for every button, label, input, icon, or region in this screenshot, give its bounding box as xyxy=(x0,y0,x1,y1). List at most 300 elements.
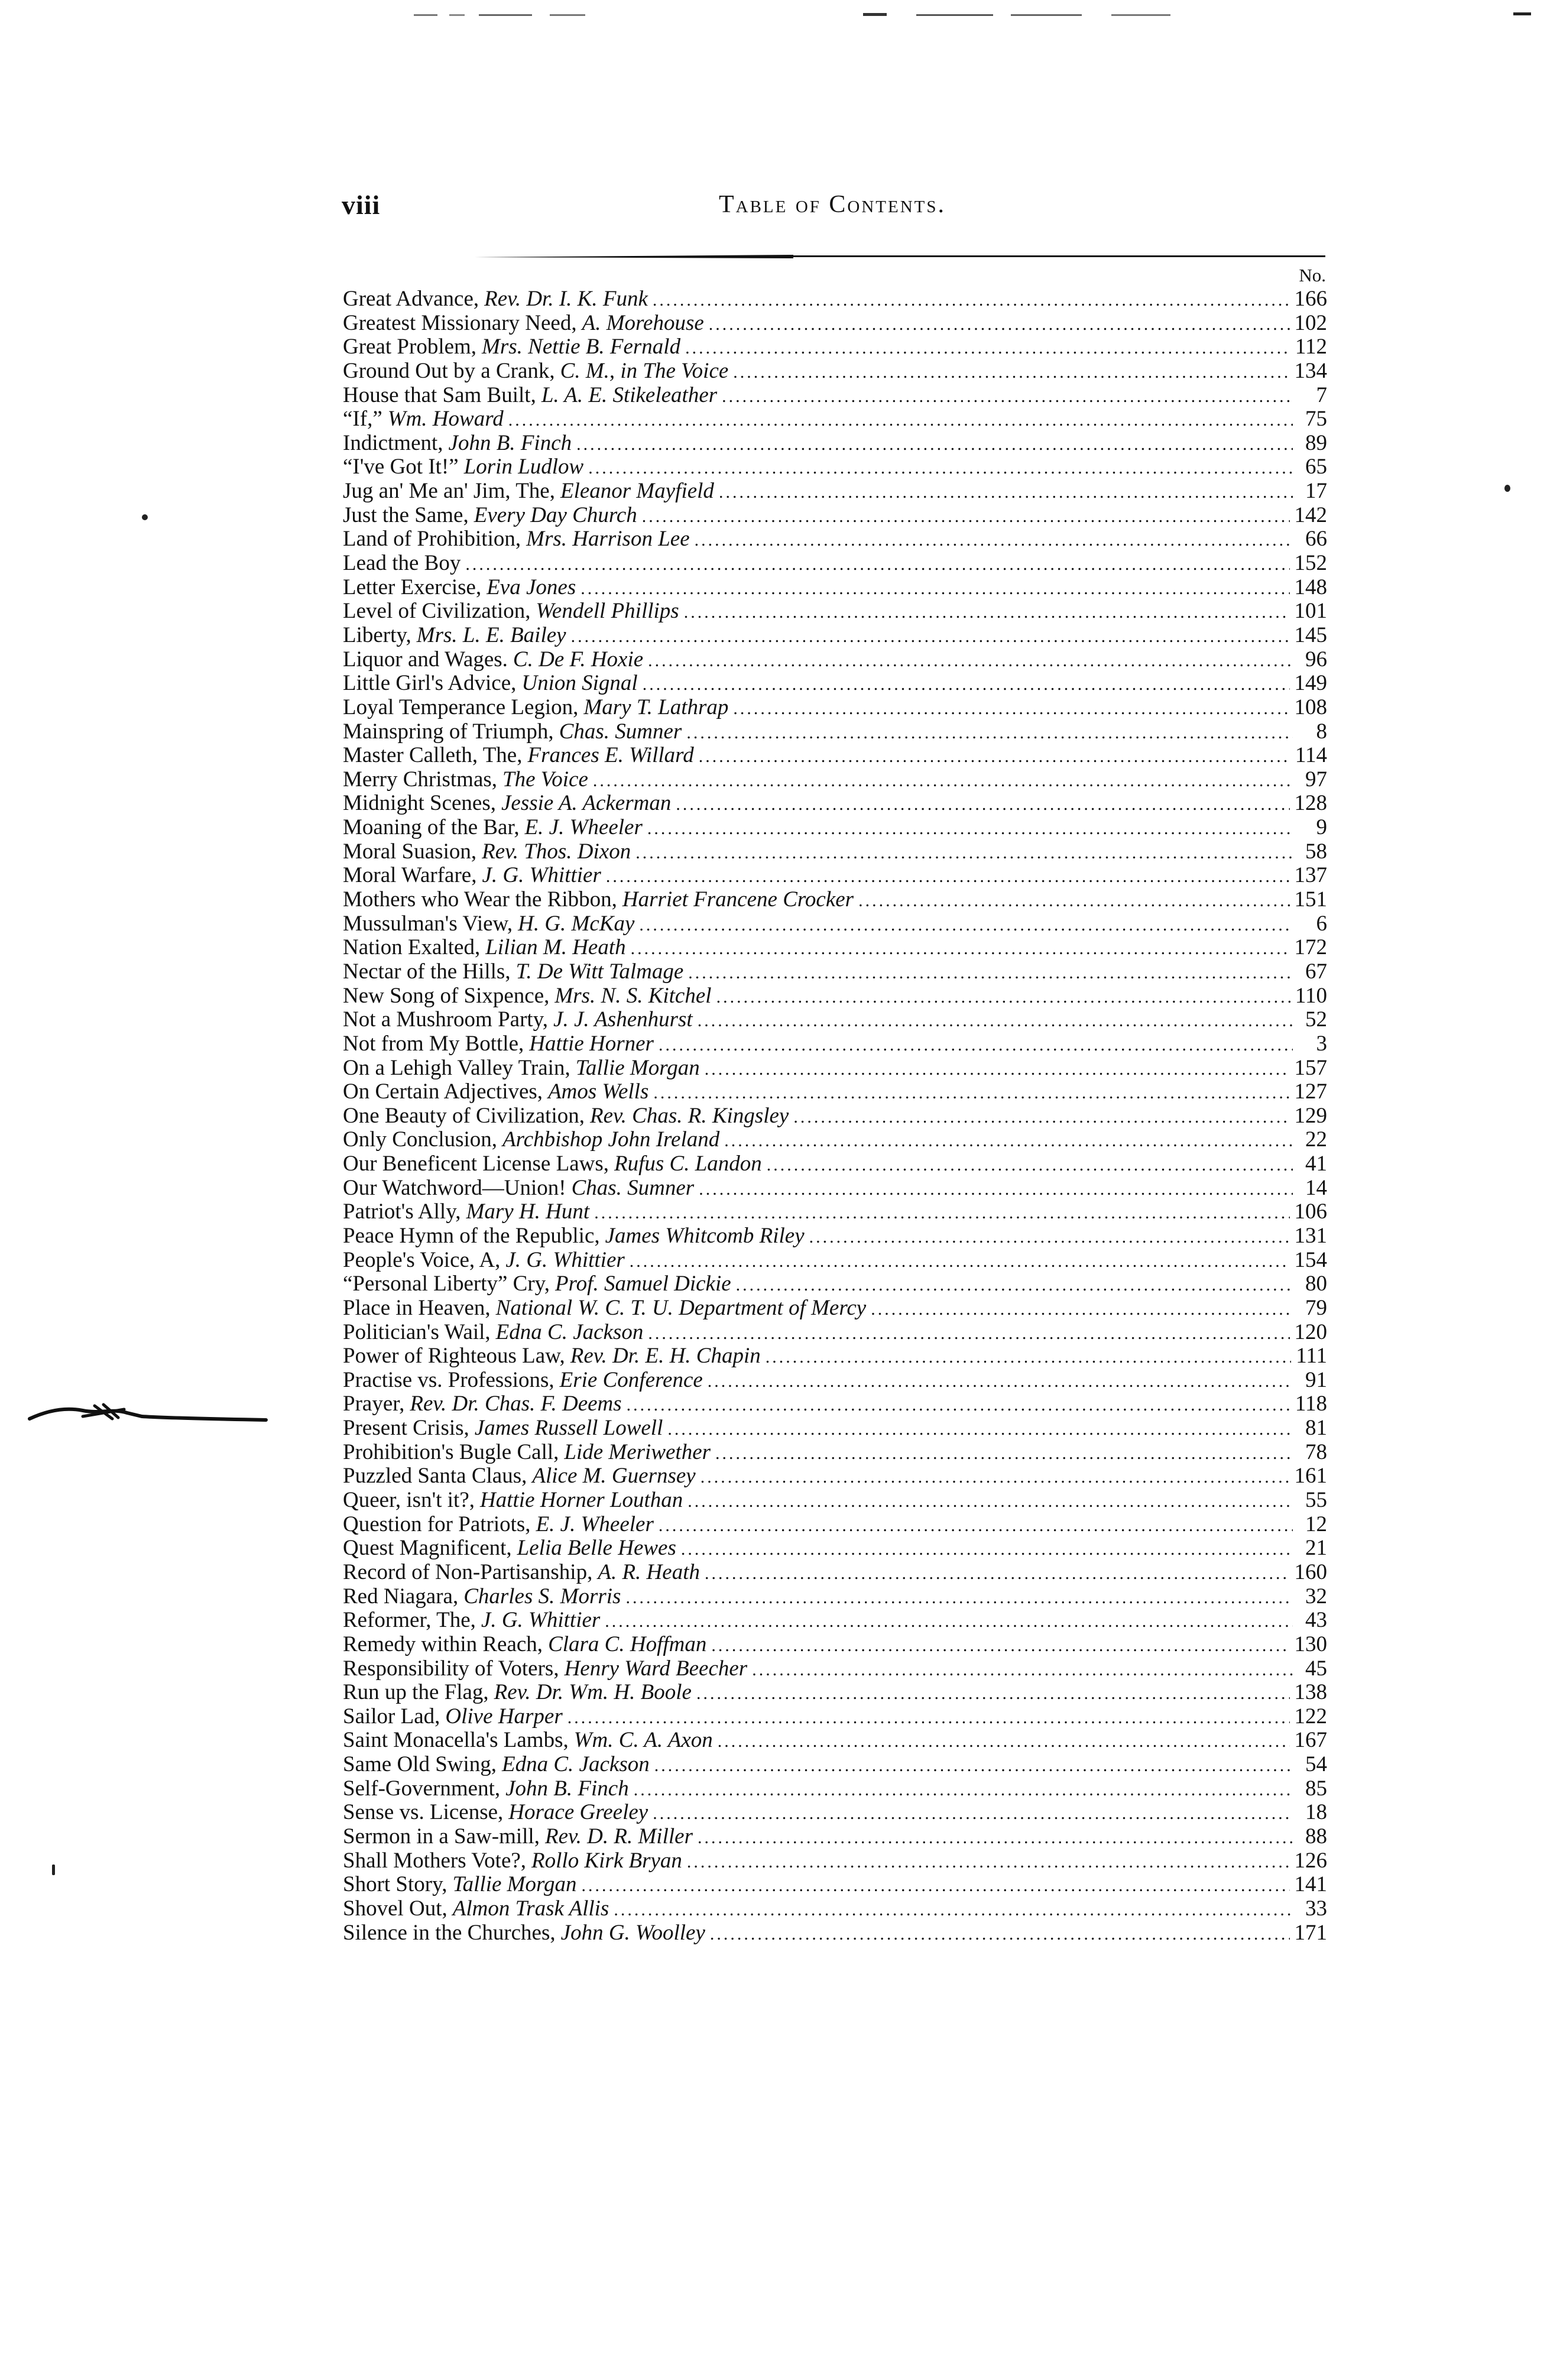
toc-entry xyxy=(343,1392,1327,1416)
entry-author: Clara C. Hoffman xyxy=(548,1632,707,1656)
dot-leader xyxy=(647,817,1293,840)
entry-title: Little Girl's Advice, xyxy=(343,672,517,696)
entry-number: 97 xyxy=(1305,767,1327,792)
toc-entry xyxy=(343,864,1327,888)
entry-title: Prohibition's Bugle Call, xyxy=(343,1440,559,1464)
dot-leader xyxy=(580,577,1289,600)
entry-number: 122 xyxy=(1294,1704,1327,1729)
entry-number: 96 xyxy=(1305,647,1327,672)
entry-number: 22 xyxy=(1305,1128,1327,1152)
entry-number: 171 xyxy=(1294,1921,1327,1945)
entry-number: 126 xyxy=(1294,1849,1327,1873)
toc-entry xyxy=(343,1513,1327,1537)
entry-title: Master Calleth, The, xyxy=(343,744,523,768)
toc-entry xyxy=(343,840,1327,864)
entry-title: Land of Prohibition, xyxy=(343,527,521,552)
entry-number: 131 xyxy=(1294,1224,1327,1248)
entry-author: Henry Ward Beecher xyxy=(564,1656,748,1681)
entry-number: 160 xyxy=(1294,1560,1327,1584)
entry-author: Rev. Thos. Dixon xyxy=(482,839,631,864)
entry-author: Alice M. Guernsey xyxy=(532,1464,696,1489)
entry-title: Sermon in a Saw-mill, xyxy=(343,1825,540,1849)
dot-leader xyxy=(648,1322,1289,1345)
entry-author: J. G. Whittier xyxy=(482,864,601,888)
toc-entry xyxy=(343,624,1327,648)
entry-title: Mainspring of Triumph, xyxy=(343,719,554,744)
entry-author: Erie Conference xyxy=(559,1368,703,1392)
entry-title: Practise vs. Professions, xyxy=(343,1368,554,1392)
entry-author: Wendell Phillips xyxy=(536,599,679,624)
entry-author: Eleanor Mayfield xyxy=(560,479,714,504)
entry-title: Just the Same, xyxy=(343,503,469,527)
entry-author: John G. Woolley xyxy=(560,1921,705,1945)
entry-number: 161 xyxy=(1294,1464,1327,1489)
entry-number: 54 xyxy=(1305,1753,1327,1777)
entry-number: 129 xyxy=(1294,1104,1327,1128)
entry-number: 154 xyxy=(1294,1248,1327,1272)
dot-leader xyxy=(687,1490,1293,1513)
entry-author: Tallie Morgan xyxy=(575,1056,700,1080)
entry-author: James Russell Lowell xyxy=(474,1416,663,1441)
entry-title: Our Beneficent License Laws, xyxy=(343,1152,609,1176)
dot-leader xyxy=(715,1442,1293,1465)
entry-title: Self-Government, xyxy=(343,1776,501,1801)
entry-author: C. M., in The Voice xyxy=(560,359,729,383)
entry-author: The Voice xyxy=(502,767,588,792)
entry-author: T. De Witt Talmage xyxy=(515,959,684,984)
dot-leader xyxy=(718,1730,1290,1753)
entry-author: Horace Greeley xyxy=(508,1801,648,1825)
toc-entry xyxy=(343,672,1327,696)
dot-leader xyxy=(653,1081,1289,1104)
entry-author: National W. C. T. U. Department of Mercy xyxy=(495,1296,867,1320)
entry-author: A. R. Heath xyxy=(598,1560,700,1584)
dot-leader xyxy=(681,1538,1293,1561)
entry-title: Question for Patriots, xyxy=(343,1512,531,1536)
dot-leader xyxy=(593,769,1293,792)
entry-author: Chas. Sumner xyxy=(571,1176,695,1200)
entry-title: Sailor Lad, xyxy=(343,1704,440,1729)
toc-entry xyxy=(343,1416,1327,1441)
entry-title: One Beauty of Civilization, xyxy=(343,1104,585,1128)
entry-author: Lelia Belle Hewes xyxy=(517,1536,676,1561)
toc-entry xyxy=(343,1056,1327,1081)
entry-number: 6 xyxy=(1316,912,1327,936)
dot-leader xyxy=(659,1514,1293,1537)
page-header xyxy=(342,189,1323,236)
entry-number: 7 xyxy=(1316,383,1327,407)
toc-entry xyxy=(343,335,1327,359)
toc-entry xyxy=(343,1633,1327,1657)
entry-author: Tallie Morgan xyxy=(452,1873,577,1897)
entry-number: 89 xyxy=(1305,431,1327,455)
entry-number: 75 xyxy=(1305,407,1327,432)
toc-entry xyxy=(343,1104,1327,1129)
entry-number: 33 xyxy=(1305,1896,1327,1921)
entry-title: Same Old Swing, xyxy=(343,1753,497,1777)
entry-title: Queer, isn't it?, xyxy=(343,1489,475,1513)
entry-number: 91 xyxy=(1305,1368,1327,1392)
entry-title: Liberty, xyxy=(343,623,411,647)
entry-author: Edna C. Jackson xyxy=(495,1320,644,1344)
entry-number: 172 xyxy=(1294,936,1327,960)
entry-author: Rollo Kirk Bryan xyxy=(531,1849,682,1873)
toc-entry xyxy=(343,1729,1327,1753)
entry-author: H. G. McKay xyxy=(518,912,635,936)
toc-entry xyxy=(343,504,1327,528)
entry-title: Mussulman's View, xyxy=(343,912,513,936)
entry-author: L. A. E. Stikeleather xyxy=(541,383,718,407)
entry-title: Not a Mushroom Party, xyxy=(343,1008,549,1032)
entry-title: Present Crisis, xyxy=(343,1416,469,1441)
dot-leader xyxy=(699,1178,1293,1201)
dot-leader xyxy=(639,913,1293,936)
entry-author: Rev. Dr. E. H. Chapin xyxy=(570,1344,761,1369)
entry-author: Lide Meriwether xyxy=(564,1440,711,1464)
entry-author: John B. Finch xyxy=(448,431,572,455)
toc-entry xyxy=(343,1825,1327,1849)
entry-number: 45 xyxy=(1305,1656,1327,1681)
dot-leader xyxy=(576,433,1293,456)
entry-title: On a Lehigh Valley Train, xyxy=(343,1056,570,1080)
entry-number: 12 xyxy=(1305,1512,1327,1536)
entry-number: 3 xyxy=(1316,1032,1327,1056)
dot-leader xyxy=(686,721,1293,744)
entry-title: Greatest Missionary Need, xyxy=(343,311,577,335)
entry-title: Puzzled Santa Claus, xyxy=(343,1464,527,1489)
dot-leader xyxy=(571,625,1290,648)
entry-title: Saint Monacella's Lambs, xyxy=(343,1729,569,1753)
dot-leader xyxy=(705,1562,1290,1585)
entry-number: 80 xyxy=(1305,1272,1327,1296)
entry-author: J. G. Whittier xyxy=(505,1248,625,1272)
entry-title: Moral Suasion, xyxy=(343,839,477,864)
dot-leader xyxy=(635,841,1293,864)
toc-entry xyxy=(343,648,1327,672)
entry-author: Lilian M. Heath xyxy=(485,936,626,960)
entry-number: 108 xyxy=(1294,695,1327,719)
toc-entry xyxy=(343,888,1327,912)
dot-leader xyxy=(698,1009,1293,1032)
entry-author: Wm. Howard xyxy=(387,407,504,432)
dot-leader xyxy=(871,1298,1293,1321)
entry-author: Jessie A. Ackerman xyxy=(501,792,672,816)
entry-title: Indictment, xyxy=(343,431,443,455)
entry-title: People's Voice, A, xyxy=(343,1248,501,1272)
dot-leader xyxy=(567,1706,1290,1729)
entry-number: 9 xyxy=(1316,816,1327,840)
entry-number: 88 xyxy=(1305,1825,1327,1849)
entry-author: Harriet Francene Crocker xyxy=(622,888,854,912)
entry-number: 32 xyxy=(1305,1584,1327,1609)
entry-author: Rufus C. Landon xyxy=(614,1152,762,1176)
entry-title: Run up the Flag, xyxy=(343,1681,489,1705)
entry-author: James Whitcomb Riley xyxy=(605,1224,805,1248)
toc-entry xyxy=(343,960,1327,984)
dot-leader xyxy=(654,1754,1293,1777)
dot-leader xyxy=(648,649,1293,672)
toc-entry xyxy=(343,1609,1327,1633)
entry-number: 130 xyxy=(1294,1632,1327,1656)
entry-title: Only Conclusion, xyxy=(343,1128,498,1152)
toc-entry-list xyxy=(343,287,1327,1945)
entry-title: Letter Exercise, xyxy=(343,575,482,599)
dot-leader xyxy=(653,288,1290,312)
dot-leader xyxy=(630,1250,1290,1273)
toc-entry xyxy=(343,1296,1327,1321)
entry-title: Place in Heaven, xyxy=(343,1296,491,1320)
toc-entry xyxy=(343,312,1327,336)
dot-leader xyxy=(858,889,1289,912)
entry-title: Loyal Temperance Legion, xyxy=(343,695,579,719)
table-of-contents xyxy=(343,264,1327,1945)
entry-author: Almon Trask Allis xyxy=(452,1896,609,1921)
dot-leader xyxy=(687,1850,1290,1873)
entry-number: 142 xyxy=(1294,503,1327,527)
entry-author: E. J. Wheeler xyxy=(524,816,643,840)
dot-leader xyxy=(710,1922,1290,1945)
toc-entry xyxy=(343,1369,1327,1393)
entry-author: Rev. Dr. I. K. Funk xyxy=(484,287,648,311)
entry-number: 66 xyxy=(1305,527,1327,552)
entry-number: 111 xyxy=(1296,1344,1327,1369)
toc-entry xyxy=(343,1344,1327,1369)
entry-author: Mrs. N. S. Kitchel xyxy=(554,984,712,1008)
dot-leader xyxy=(793,1105,1289,1129)
entry-number: 110 xyxy=(1295,984,1327,1008)
entry-number: 21 xyxy=(1305,1536,1327,1561)
margin-pen-mark xyxy=(24,1393,272,1428)
entry-title: Power of Righteous Law, xyxy=(343,1344,565,1369)
entry-number: 166 xyxy=(1294,287,1327,311)
page-number: viii xyxy=(342,190,381,220)
entry-author: Mrs. L. E. Bailey xyxy=(416,623,566,647)
toc-entry xyxy=(343,527,1327,552)
dot-leader xyxy=(508,408,1293,432)
entry-number: 17 xyxy=(1305,479,1327,504)
entry-title: Liquor and Wages. xyxy=(343,647,508,672)
entry-author: E. J. Wheeler xyxy=(536,1512,654,1536)
toc-entry xyxy=(343,1897,1327,1921)
toc-entry xyxy=(343,1849,1327,1873)
entry-title: Silence in the Churches, xyxy=(343,1921,556,1945)
entry-number: 65 xyxy=(1305,455,1327,479)
dot-leader xyxy=(695,528,1293,552)
entry-author: Amos Wells xyxy=(548,1080,649,1104)
dot-leader xyxy=(606,865,1290,888)
entry-number: 55 xyxy=(1305,1489,1327,1513)
entry-author: Mary H. Hunt xyxy=(466,1200,590,1224)
toc-entry xyxy=(343,1705,1327,1729)
entry-number: 14 xyxy=(1305,1176,1327,1200)
entry-author: Archbishop John Ireland xyxy=(502,1128,720,1152)
entry-title: Sense vs. License, xyxy=(343,1801,504,1825)
entry-title: Short Story, xyxy=(343,1873,447,1897)
dot-leader xyxy=(605,1610,1293,1633)
page-title: Table of Contents. xyxy=(718,191,946,218)
toc-entry xyxy=(343,479,1327,504)
toc-entry xyxy=(343,455,1327,479)
dot-leader xyxy=(752,1658,1293,1681)
dot-leader xyxy=(667,1418,1293,1441)
entry-author: Hattie Horner xyxy=(529,1032,654,1056)
dot-leader xyxy=(809,1225,1290,1249)
entry-number: 151 xyxy=(1294,888,1327,912)
toc-entry xyxy=(343,816,1327,840)
entry-number: 67 xyxy=(1305,959,1327,984)
entry-author: Mrs. Harrison Lee xyxy=(526,527,690,552)
toc-entry xyxy=(343,1128,1327,1152)
entry-author: C. De F. Hoxie xyxy=(513,647,644,672)
toc-entry xyxy=(343,1657,1327,1681)
toc-entry xyxy=(343,1681,1327,1705)
dot-leader xyxy=(696,1682,1290,1705)
entry-title: Merry Christmas, xyxy=(343,767,498,792)
dot-leader xyxy=(709,313,1290,336)
entry-number: 145 xyxy=(1294,623,1327,647)
toc-entry xyxy=(343,1152,1327,1176)
entry-title: Lead the Boy xyxy=(343,552,461,576)
entry-number: 137 xyxy=(1294,864,1327,888)
entry-author: Lorin Ludlow xyxy=(463,455,584,479)
entry-title: Moaning of the Bar, xyxy=(343,816,520,840)
entry-author: Mary T. Lathrap xyxy=(583,695,729,719)
toc-entry xyxy=(343,407,1327,432)
entry-number: 148 xyxy=(1294,575,1327,599)
toc-entry xyxy=(343,576,1327,600)
entry-number: 43 xyxy=(1305,1609,1327,1633)
dot-leader xyxy=(582,1874,1290,1897)
toc-entry xyxy=(343,432,1327,456)
entry-title: Not from My Bottle, xyxy=(343,1032,524,1056)
toc-entry xyxy=(343,1249,1327,1273)
entry-number: 127 xyxy=(1294,1080,1327,1104)
entry-title: House that Sam Built, xyxy=(343,383,536,407)
entry-number: 85 xyxy=(1305,1776,1327,1801)
dot-leader xyxy=(627,1393,1290,1416)
entry-number: 118 xyxy=(1295,1392,1327,1416)
dot-leader xyxy=(659,1033,1293,1056)
toc-entry xyxy=(343,1921,1327,1945)
entry-number: 78 xyxy=(1305,1440,1327,1464)
toc-entry xyxy=(343,1753,1327,1777)
entry-author: Rev. D. R. Miller xyxy=(544,1825,693,1849)
entry-number: 18 xyxy=(1305,1801,1327,1825)
entry-author: Hattie Horner Louthan xyxy=(480,1489,683,1513)
entry-author: Union Signal xyxy=(521,672,638,696)
entry-title: Ground Out by a Crank, xyxy=(343,359,555,383)
toc-entry xyxy=(343,1441,1327,1465)
entry-number: 167 xyxy=(1294,1729,1327,1753)
dot-leader xyxy=(716,985,1290,1009)
toc-entry xyxy=(343,936,1327,960)
entry-title: Level of Civilization, xyxy=(343,599,531,624)
dot-leader xyxy=(642,505,1290,528)
entry-title: “I've Got It!” xyxy=(343,455,459,479)
entry-title: Shovel Out, xyxy=(343,1896,447,1921)
entry-title: Record of Non-Partisanship, xyxy=(343,1560,593,1584)
entry-author: J. G. Whittier xyxy=(481,1609,601,1633)
toc-entry xyxy=(343,792,1327,816)
entry-title: Politician's Wail, xyxy=(343,1320,491,1344)
entry-author: Olive Harper xyxy=(445,1704,563,1729)
dot-leader xyxy=(614,1898,1293,1921)
header-rule xyxy=(344,253,1325,260)
entry-number: 8 xyxy=(1316,719,1327,744)
entry-title: Nectar of the Hills, xyxy=(343,959,511,984)
entry-number: 79 xyxy=(1305,1296,1327,1320)
toc-entry xyxy=(343,552,1327,576)
entry-title: New Song of Sixpence, xyxy=(343,984,550,1008)
number-column-heading: No. xyxy=(1299,265,1326,286)
entry-number: 128 xyxy=(1294,792,1327,816)
toc-entry xyxy=(343,1536,1327,1561)
entry-title: Patriot's Ally, xyxy=(343,1200,461,1224)
dot-leader xyxy=(625,1586,1293,1609)
entry-title: Great Advance, xyxy=(343,287,479,311)
toc-entry xyxy=(343,1489,1327,1513)
entry-title: On Certain Adjectives, xyxy=(343,1080,543,1104)
entry-author: Prof. Samuel Dickie xyxy=(555,1272,731,1296)
dot-leader xyxy=(594,1201,1289,1224)
entry-title: Shall Mothers Vote?, xyxy=(343,1849,527,1873)
entry-title: Quest Magnificent, xyxy=(343,1536,512,1561)
entry-title: Our Watchword—Union! xyxy=(343,1176,566,1200)
dot-leader xyxy=(684,601,1290,624)
entry-number: 157 xyxy=(1294,1056,1327,1080)
entry-number: 101 xyxy=(1294,599,1327,624)
entry-number: 141 xyxy=(1294,1873,1327,1897)
entry-number: 58 xyxy=(1305,839,1327,864)
toc-entry xyxy=(343,384,1327,408)
dot-leader xyxy=(634,1778,1293,1801)
entry-author: Rev. Chas. R. Kingsley xyxy=(589,1104,789,1128)
entry-number: 134 xyxy=(1294,359,1327,383)
entry-author: Rev. Dr. Chas. F. Deems xyxy=(410,1392,622,1416)
entry-title: Midnight Scenes, xyxy=(343,792,496,816)
entry-number: 102 xyxy=(1294,311,1327,335)
entry-title: Red Niagara, xyxy=(343,1584,459,1609)
top-edge-specks xyxy=(414,11,1537,19)
entry-title: Jug an' Me an' Jim, The, xyxy=(343,479,555,504)
entry-author: A. Morehouse xyxy=(582,311,704,335)
entry-number: 138 xyxy=(1294,1681,1327,1705)
dot-leader xyxy=(736,1273,1293,1296)
toc-entry xyxy=(343,1777,1327,1801)
toc-entry xyxy=(343,1464,1327,1489)
dot-leader xyxy=(708,1370,1293,1393)
entry-author: Frances E. Willard xyxy=(527,744,694,768)
toc-entry xyxy=(343,1224,1327,1249)
entry-author: Eva Jones xyxy=(487,575,576,599)
entry-title: Responsibility of Voters, xyxy=(343,1656,559,1681)
dot-leader xyxy=(724,1129,1293,1152)
dot-leader xyxy=(688,961,1293,984)
stray-mark xyxy=(142,514,148,520)
entry-title: Mothers who Wear the Ribbon, xyxy=(343,888,617,912)
dot-leader xyxy=(676,793,1289,816)
dot-leader xyxy=(733,697,1289,720)
dot-leader xyxy=(700,1465,1290,1489)
dot-leader xyxy=(588,456,1293,479)
entry-author: Chas. Sumner xyxy=(559,719,682,744)
entry-number: 106 xyxy=(1294,1200,1327,1224)
entry-author: Every Day Church xyxy=(473,503,637,527)
toc-entry xyxy=(343,359,1327,384)
toc-entry xyxy=(343,744,1327,768)
entry-title: “If,” xyxy=(343,407,382,432)
toc-entry xyxy=(343,1032,1327,1056)
